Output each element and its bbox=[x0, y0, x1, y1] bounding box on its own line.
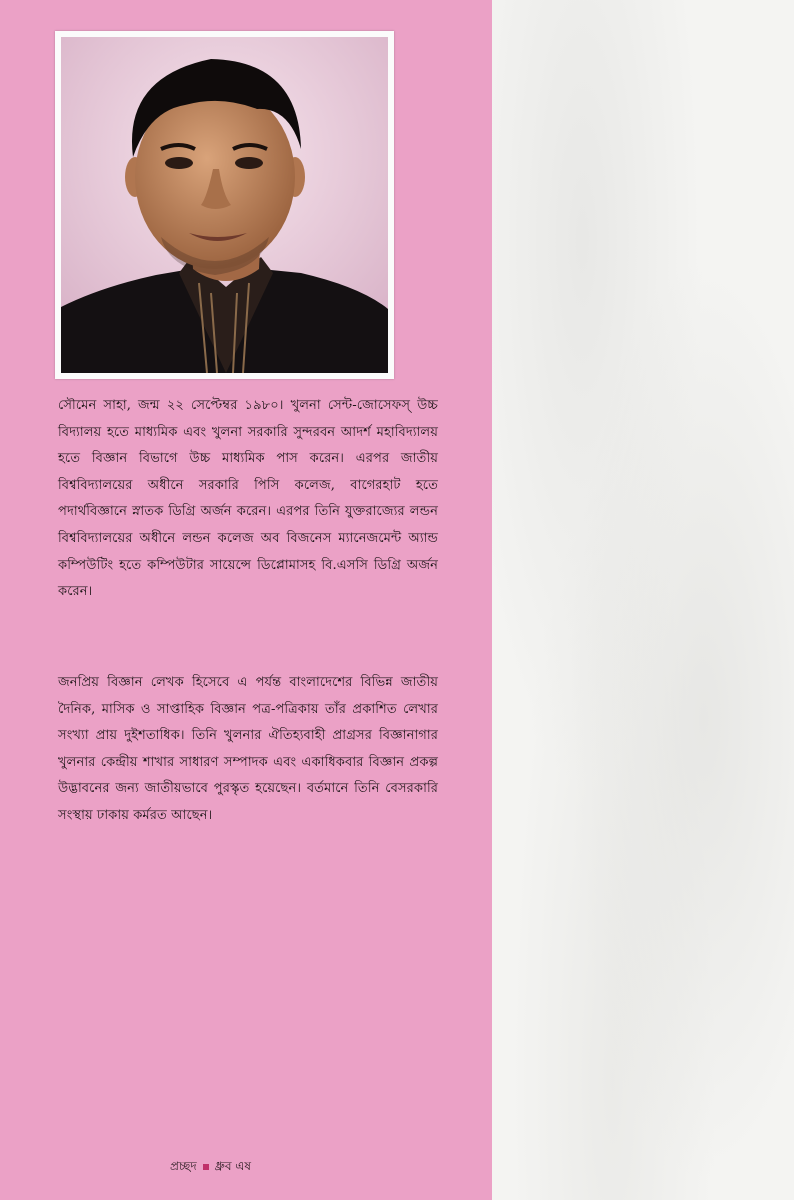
cover-design-credit bbox=[170, 1158, 251, 1178]
author-photo-frame bbox=[55, 31, 394, 379]
credit-name: ধ্রুব এষ bbox=[214, 1159, 252, 1173]
paper-texture-area bbox=[492, 0, 794, 1200]
credit-separator-square bbox=[203, 1164, 209, 1170]
author-bio-paragraph-1: সৌমেন সাহা, জন্ম ২২ সেপ্টেম্বর ১৯৮০। খুলনা সেন্ট-জোসেফস্‌ উচ্চ বিদ্যালয় হতে মাধ্যমিক এবং খুলনা সরকারি সুন্দরবন আদর্শ মহাবিদ্যালয় হতে বিজ্ঞান বিভাগে উচ্চ মাধ্যমিক পাস করেন। এরপর জাতীয় বিশ্ববিদ্যালয়ের অধীনে সরকারি পিসি কলেজ, বাগেরহাট হতে পদার্থবিজ্ঞানে স্নাতক ডিগ্রি অর্জন করেন। এরপর তিনি যুক্তরাজ্যের লন্ডন বিশ্ববিদ্যালয়ের অধীনে লন্ডন কলেজ অব বিজনেস ম্যানেজমেন্ট অ্যান্ড কম্পিউটিং হতে কম্পিউটার সায়েন্সে ডিপ্লোমাসহ বি.এসসি ডিগ্রি অর্জন করেন। bbox=[58, 398, 438, 600]
author-photo bbox=[61, 37, 388, 373]
author-bio-paragraph-2: জনপ্রিয় বিজ্ঞান লেখক হিসেবে এ পর্যন্ত বাংলাদেশের বিভিন্ন জাতীয় দৈনিক, মাসিক ও সাপ্তাহিক বিজ্ঞান পত্র-পত্রিকায় তাঁর প্রকাশিত লেখার সংখ্যা প্রায় দুইশতাধিক। তিনি খুলনার ঐতিহ্যবাহী প্রাগ্রসর বিজ্ঞানাগার খুলনার কেন্দ্রীয় শাখার সাধারণ সম্পাদক এবং একাধিকবার বিজ্ঞান প্রকল্প উদ্ভাবনের জন্য জাতীয়ভাবে পুরস্কৃত হয়েছেন। বর্তমানে তিনি বেসরকারি সংস্থায় ঢাকায় কর্মরত আছেন। bbox=[58, 675, 438, 823]
credit-label: প্রচ্ছদ bbox=[170, 1159, 197, 1173]
author-portrait-image bbox=[61, 37, 388, 373]
